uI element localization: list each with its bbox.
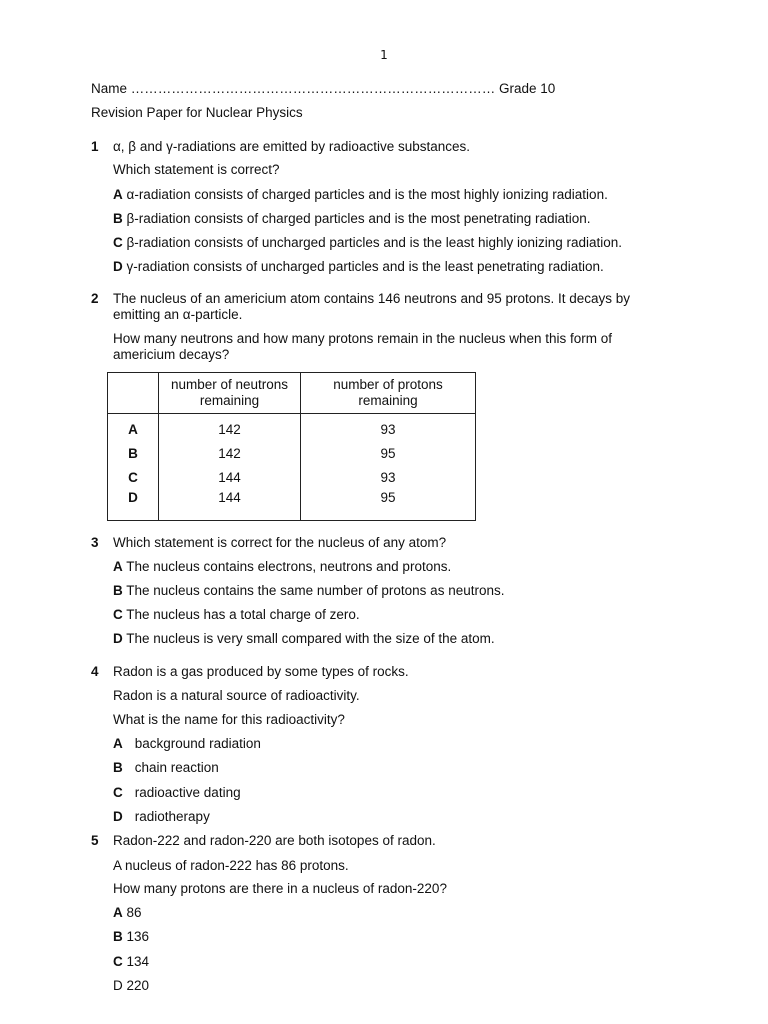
- question-5-option-d[interactable]: [113, 978, 149, 993]
- question-1-stem: α, β and γ-radiations are emitted by radioactive substances.: [113, 139, 470, 154]
- option-letter: C: [113, 785, 123, 800]
- option-text: 134: [126, 954, 150, 969]
- option-letter: A: [113, 736, 123, 751]
- row-protons: 95: [301, 441, 476, 465]
- option-text: γ-radiation consists of uncharged particles and is the least penetrating radiation.: [126, 259, 604, 274]
- question-2-prompt-line-1: How many neutrons and how many protons remain in the nucleus when this form of: [113, 331, 613, 346]
- option-letter: B: [113, 929, 123, 944]
- row-letter: D: [108, 489, 159, 521]
- question-1-option-d[interactable]: [113, 259, 604, 274]
- row-protons: 95: [301, 489, 476, 521]
- page-number: 1: [380, 48, 388, 62]
- option-text: chain reaction: [134, 760, 219, 775]
- table-row[interactable]: [108, 465, 476, 489]
- row-neutrons: 144: [159, 465, 301, 489]
- question-3-option-a[interactable]: [113, 559, 451, 574]
- question-5-prompt: How many protons are there in a nucleus of radon-220?: [113, 881, 447, 896]
- question-4-option-a[interactable]: [113, 736, 261, 751]
- question-2-prompt-line-2: americium decays?: [113, 347, 230, 362]
- question-3-option-c[interactable]: [113, 607, 360, 622]
- question-3-option-d[interactable]: [113, 631, 495, 646]
- question-4-stem-2: Radon is a natural source of radioactivity.: [113, 688, 360, 703]
- table-row[interactable]: [108, 489, 476, 521]
- option-text: background radiation: [134, 736, 261, 751]
- question-3-number: 3: [91, 535, 99, 550]
- question-4-option-c[interactable]: [113, 785, 241, 800]
- option-text: 136: [126, 929, 150, 944]
- question-5-number: 5: [91, 833, 99, 848]
- question-5-stem-2: A nucleus of radon-222 has 86 protons.: [113, 858, 349, 873]
- row-protons: 93: [301, 414, 476, 442]
- paper-title: Revision Paper for Nuclear Physics: [91, 105, 303, 120]
- option-text: 220: [126, 978, 150, 993]
- row-letter: B: [108, 441, 159, 465]
- row-neutrons: 142: [159, 441, 301, 465]
- row-protons: 93: [301, 465, 476, 489]
- question-2-answer-table: [107, 372, 476, 521]
- option-letter: C: [113, 954, 123, 969]
- option-letter: C: [113, 607, 123, 622]
- option-letter: A: [113, 559, 123, 574]
- option-text: The nucleus has a total charge of zero.: [126, 607, 360, 622]
- option-letter: C: [113, 235, 123, 250]
- question-3-option-b[interactable]: [113, 583, 504, 598]
- name-grade-line: Name ……………………………………………………………………… Grade 10: [91, 81, 556, 96]
- row-letter: C: [108, 465, 159, 489]
- question-2-number: 2: [91, 291, 99, 306]
- table-header-neutrons: number of neutrons remaining: [159, 373, 301, 414]
- question-5-option-c[interactable]: [113, 954, 149, 969]
- question-5-option-a[interactable]: [113, 905, 142, 920]
- row-letter: A: [108, 414, 159, 442]
- option-letter: B: [113, 583, 123, 598]
- table-header-row: [108, 373, 476, 414]
- question-2-stem-line-1: The nucleus of an americium atom contains 146 neutrons and 95 protons. It decays by: [113, 291, 631, 306]
- option-letter: D: [113, 809, 123, 824]
- table-row[interactable]: [108, 414, 476, 442]
- question-4-option-b[interactable]: [113, 760, 219, 775]
- question-5-stem-1: Radon-222 and radon-220 are both isotopes of radon.: [113, 833, 436, 848]
- table-header-blank: [108, 373, 159, 414]
- table-row[interactable]: [108, 441, 476, 465]
- option-text: β-radiation consists of charged particles and is the most penetrating radiation.: [126, 211, 591, 226]
- option-text: radiotherapy: [134, 809, 210, 824]
- option-letter: A: [113, 187, 123, 202]
- question-1-option-a[interactable]: [113, 187, 608, 202]
- question-4-number: 4: [91, 664, 99, 679]
- option-letter: A: [113, 905, 123, 920]
- option-letter: D: [113, 259, 123, 274]
- question-1-option-c[interactable]: [113, 235, 622, 250]
- question-1-prompt: Which statement is correct?: [113, 162, 280, 177]
- option-letter: D: [113, 978, 123, 993]
- option-text: α-radiation consists of charged particles and is the most highly ionizing radiation.: [126, 187, 608, 202]
- question-3-stem: Which statement is correct for the nucleus of any atom?: [113, 535, 447, 550]
- option-text: 86: [126, 905, 142, 920]
- question-4-stem-1: Radon is a gas produced by some types of rocks.: [113, 664, 409, 679]
- option-letter: B: [113, 211, 123, 226]
- question-5-option-b[interactable]: [113, 929, 149, 944]
- option-text: The nucleus is very small compared with the size of the atom.: [126, 631, 495, 646]
- question-1-number: 1: [91, 139, 99, 154]
- option-text: radioactive dating: [134, 785, 241, 800]
- question-4-option-d[interactable]: [113, 809, 210, 824]
- row-neutrons: 142: [159, 414, 301, 442]
- row-neutrons: 144: [159, 489, 301, 521]
- option-text: The nucleus contains electrons, neutrons and protons.: [126, 559, 452, 574]
- option-text: The nucleus contains the same number of protons as neutrons.: [126, 583, 505, 598]
- question-4-prompt: What is the name for this radioactivity?: [113, 712, 345, 727]
- table-header-protons: number of protons remaining: [301, 373, 476, 414]
- option-letter: D: [113, 631, 123, 646]
- option-letter: B: [113, 760, 123, 775]
- question-1-option-b[interactable]: [113, 211, 591, 226]
- question-2-stem-line-2: emitting an α-particle.: [113, 307, 243, 322]
- option-text: β-radiation consists of uncharged particles and is the least highly ionizing radiation.: [126, 235, 623, 250]
